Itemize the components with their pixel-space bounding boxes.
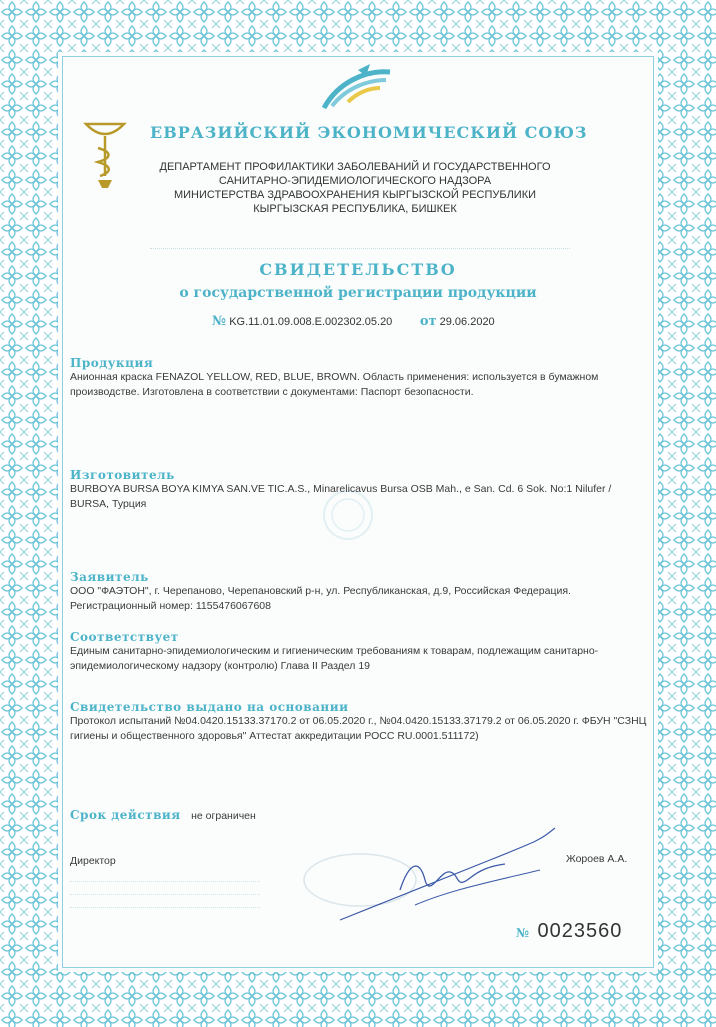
- certificate-title: СВИДЕТЕЛЬСТВО: [259, 260, 457, 279]
- director-label: Директор: [70, 855, 116, 867]
- section-product: [70, 356, 650, 400]
- registration-line: [212, 314, 612, 329]
- department-block: [120, 160, 590, 216]
- section-text: ООО "ФАЭТОН", г. Черепаново, Черепановский р-н, ул. Республиканская, д.9, Российская Федерация. Регистрационный номер: 1155476067608: [70, 585, 571, 612]
- section-title: Свидетельство выдано на основании: [70, 700, 349, 714]
- section-compliance: [70, 630, 650, 674]
- department-line: МИНИСТЕРСТВА ЗДРАВООХРАНЕНИЯ КЫРГЫЗСКОЙ РЕСПУБЛИКИ: [173, 189, 537, 201]
- eaeu-emblem: [318, 62, 396, 114]
- section-title: Соответствует: [70, 630, 179, 644]
- validity-value: не ограничен: [191, 810, 256, 822]
- department-line: КЫРГЫЗСКАЯ РЕСПУБЛИКА, БИШКЕК: [253, 203, 457, 215]
- section-text: Единым санитарно-эпидемиологическим и гигиеническим требованиям к товарам, подлежащим санитарно-эпидемиологическому надзору (контролю) Глава II Раздел 19: [70, 645, 599, 672]
- serial-number: [516, 920, 622, 943]
- director-signature: [330, 820, 560, 930]
- section-title: Заявитель: [70, 570, 149, 584]
- registration-date: 29.06.2020: [439, 316, 495, 328]
- number-label: №: [212, 314, 227, 329]
- section-text: Протокол испытаний №04.0420.15133.37170.2 от 06.05.2020 г., №04.0420.15133.37179.2 от 06.05.2020 г. ФБУН "СЗНЦ гигиены и общественного здоровья" Аттестат аккредитации РОСС RU.0001.511172): [70, 715, 647, 742]
- faint-lines: [70, 880, 260, 919]
- section-title: Изготовитель: [70, 468, 175, 482]
- registration-number: KG.11.01.09.008.Е.002302.05.20: [229, 316, 393, 328]
- validity-label: Срок действия: [70, 808, 181, 822]
- section-basis: [70, 700, 650, 744]
- union-name: ЕВРАЗИЙСКИЙ ЭКОНОМИЧЕСКИЙ СОЮЗ: [150, 123, 588, 142]
- section-applicant: [70, 570, 650, 614]
- serial-value: 0023560: [537, 920, 623, 942]
- serial-label: №: [516, 926, 530, 940]
- section-text: BURBOYA BURSA BOYA KIMYA SAN.VE TIC.A.S., Minarelicavus Bursa OSB Mah., e San. Cd. 6 Sok. No:1 Nilufer / BURSA, Турция: [70, 483, 612, 510]
- validity-line: [70, 806, 256, 824]
- certificate-subtitle: о государственной регистрации продукции: [179, 285, 537, 301]
- department-line: САНИТАРНО-ЭПИДЕМИОЛОГИЧЕСКОГО НАДЗОРА: [218, 175, 492, 187]
- department-line: ДЕПАРТАМЕНТ ПРОФИЛАКТИКИ ЗАБОЛЕВАНИЙ И ГОСУДАРСТВЕННОГО: [159, 161, 551, 173]
- director-name: Жороев А.А.: [566, 853, 628, 865]
- divider: [150, 240, 570, 249]
- section-text: Анионная краска FENAZOL YELLOW, RED, BLUE, BROWN. Область применения: используется в бумажном производстве. Изготовлена в соответствии с документами: Паспорт безопасности.: [70, 371, 599, 398]
- date-label: от: [419, 314, 437, 329]
- section-title: Продукция: [70, 356, 154, 370]
- section-manufacturer: [70, 468, 650, 512]
